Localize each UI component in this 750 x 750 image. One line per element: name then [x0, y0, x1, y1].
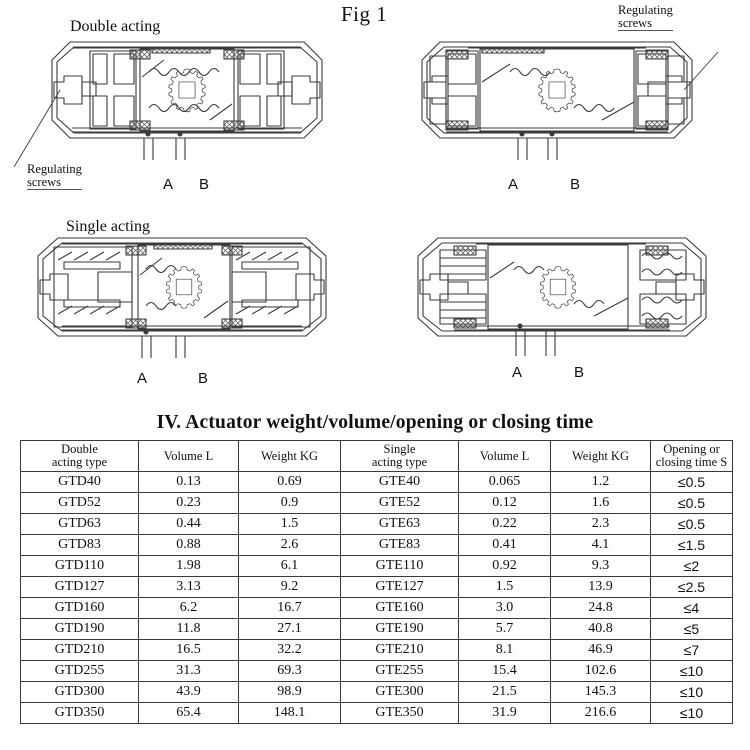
annotation-right-line1: Regulating: [618, 3, 673, 17]
header-volume-l-single: [459, 441, 551, 472]
cell-opening-closing-time: ≤0.5: [651, 514, 733, 535]
cell-volume-l-double: 1.98: [139, 556, 239, 577]
header-opening-closing-time-line1: Opening or: [663, 442, 720, 457]
cell-single-acting-type: GTE350: [341, 703, 459, 724]
cell-volume-l-double: 0.13: [139, 472, 239, 493]
cell-double-acting-type: GTD210: [21, 640, 139, 661]
cell-single-acting-type: GTE63: [341, 514, 459, 535]
cell-volume-l-double: 3.13: [139, 577, 239, 598]
table-row: [21, 598, 733, 619]
table-row: [21, 703, 733, 724]
cell-weight-kg-double: 98.9: [239, 682, 341, 703]
cell-weight-kg-single: 2.3: [551, 514, 651, 535]
cell-weight-kg-single: 102.6: [551, 661, 651, 682]
table-header-row: [21, 441, 733, 472]
port-label-a-diagram2: A: [508, 176, 519, 193]
cell-weight-kg-single: 46.9: [551, 640, 651, 661]
cell-opening-closing-time: ≤0.5: [651, 472, 733, 493]
cell-single-acting-type: GTE210: [341, 640, 459, 661]
cell-weight-kg-double: 32.2: [239, 640, 341, 661]
cell-double-acting-type: GTD52: [21, 493, 139, 514]
cell-weight-kg-double: 9.2: [239, 577, 341, 598]
cell-double-acting-type: GTD127: [21, 577, 139, 598]
cell-double-acting-type: GTD255: [21, 661, 139, 682]
header-double-acting-type: [21, 441, 139, 472]
cell-double-acting-type: GTD63: [21, 514, 139, 535]
cell-weight-kg-double: 1.5: [239, 514, 341, 535]
cell-weight-kg-single: 1.2: [551, 472, 651, 493]
header-weight-kg-single-line1: Weight KG: [572, 448, 629, 463]
cell-double-acting-type: GTD40: [21, 472, 139, 493]
diagram-label-double-acting: Double acting: [70, 18, 161, 35]
table-row: [21, 682, 733, 703]
cell-opening-closing-time: ≤5: [651, 619, 733, 640]
cell-opening-closing-time: ≤10: [651, 703, 733, 724]
cell-double-acting-type: GTD300: [21, 682, 139, 703]
cell-volume-l-single: 21.5: [459, 682, 551, 703]
table-row: [21, 556, 733, 577]
annotation-right-line2: screws: [618, 17, 673, 32]
table-row: [21, 577, 733, 598]
cell-single-acting-type: GTE190: [341, 619, 459, 640]
diagram-label-single-acting: Single acting: [66, 218, 150, 235]
header-weight-kg-double: [239, 441, 341, 472]
cell-volume-l-single: 3.0: [459, 598, 551, 619]
header-single-acting-type-line2: acting type: [371, 455, 428, 469]
cell-single-acting-type: GTE52: [341, 493, 459, 514]
cell-volume-l-single: 0.065: [459, 472, 551, 493]
cell-volume-l-double: 6.2: [139, 598, 239, 619]
cell-single-acting-type: GTE83: [341, 535, 459, 556]
cell-weight-kg-single: 1.6: [551, 493, 651, 514]
header-double-acting-type-line2: acting type: [51, 455, 108, 469]
port-label-b-diagram3: B: [198, 370, 209, 387]
cell-double-acting-type: GTD350: [21, 703, 139, 724]
table-row: [21, 493, 733, 514]
cell-weight-kg-double: 16.7: [239, 598, 341, 619]
cell-opening-closing-time: ≤10: [651, 682, 733, 703]
port-label-b-diagram4: B: [574, 364, 585, 381]
table-row: [21, 472, 733, 493]
header-opening-closing-time-line2: closing time S: [655, 455, 728, 469]
cell-volume-l-single: 0.22: [459, 514, 551, 535]
table-row: [21, 535, 733, 556]
figure-title: Fig 1: [341, 2, 388, 26]
cell-weight-kg-double: 0.69: [239, 472, 341, 493]
cell-single-acting-type: GTE255: [341, 661, 459, 682]
table-row: [21, 661, 733, 682]
cell-single-acting-type: GTE160: [341, 598, 459, 619]
spec-table-wrapper: [20, 440, 732, 724]
actuator-spec-table: [20, 440, 733, 724]
cell-weight-kg-double: 6.1: [239, 556, 341, 577]
cell-weight-kg-single: 216.6: [551, 703, 651, 724]
port-label-a-diagram4: A: [512, 364, 523, 381]
header-weight-kg-double-line1: Weight KG: [261, 448, 318, 463]
port-label-a-diagram1: A: [163, 176, 174, 193]
cell-volume-l-double: 0.88: [139, 535, 239, 556]
cell-volume-l-single: 15.4: [459, 661, 551, 682]
cell-opening-closing-time: ≤4: [651, 598, 733, 619]
cell-opening-closing-time: ≤0.5: [651, 493, 733, 514]
cell-double-acting-type: GTD110: [21, 556, 139, 577]
cell-volume-l-single: 31.9: [459, 703, 551, 724]
cell-volume-l-single: 8.1: [459, 640, 551, 661]
cell-opening-closing-time: ≤7: [651, 640, 733, 661]
cell-weight-kg-double: 148.1: [239, 703, 341, 724]
cell-weight-kg-double: 27.1: [239, 619, 341, 640]
cell-volume-l-single: 0.41: [459, 535, 551, 556]
cell-weight-kg-single: 40.8: [551, 619, 651, 640]
cell-volume-l-double: 43.9: [139, 682, 239, 703]
table-head: [21, 441, 733, 472]
cell-opening-closing-time: ≤2: [651, 556, 733, 577]
header-double-acting-type-line1: Double: [61, 442, 98, 457]
cell-volume-l-double: 65.4: [139, 703, 239, 724]
cell-weight-kg-single: 24.8: [551, 598, 651, 619]
annotation-regulating-screws-right: [618, 4, 673, 31]
cell-volume-l-single: 0.92: [459, 556, 551, 577]
port-label-b-diagram2: B: [570, 176, 581, 193]
cell-weight-kg-double: 69.3: [239, 661, 341, 682]
cell-single-acting-type: GTE110: [341, 556, 459, 577]
header-volume-l-double: [139, 441, 239, 472]
cell-weight-kg-single: 145.3: [551, 682, 651, 703]
port-label-a-diagram3: A: [137, 370, 148, 387]
header-single-acting-type-line1: Single: [383, 442, 416, 457]
cell-single-acting-type: GTE40: [341, 472, 459, 493]
cell-opening-closing-time: ≤2.5: [651, 577, 733, 598]
cell-opening-closing-time: ≤10: [651, 661, 733, 682]
table-body: [21, 472, 733, 724]
port-label-b-diagram1: B: [199, 176, 210, 193]
cell-volume-l-double: 11.8: [139, 619, 239, 640]
annotation-regulating-screws-left: [27, 163, 82, 190]
table-row: [21, 514, 733, 535]
cell-weight-kg-single: 9.3: [551, 556, 651, 577]
header-volume-l-single-line1: Volume L: [479, 448, 530, 463]
cell-weight-kg-single: 13.9: [551, 577, 651, 598]
cell-opening-closing-time: ≤1.5: [651, 535, 733, 556]
cell-double-acting-type: GTD160: [21, 598, 139, 619]
table-row: [21, 619, 733, 640]
cell-volume-l-single: 1.5: [459, 577, 551, 598]
cell-double-acting-type: GTD83: [21, 535, 139, 556]
table-row: [21, 640, 733, 661]
cell-volume-l-double: 16.5: [139, 640, 239, 661]
cell-single-acting-type: GTE300: [341, 682, 459, 703]
header-volume-l-double-line1: Volume L: [163, 448, 214, 463]
header-single-acting-type: [341, 441, 459, 472]
cell-double-acting-type: GTD190: [21, 619, 139, 640]
cell-weight-kg-double: 2.6: [239, 535, 341, 556]
cell-volume-l-double: 0.23: [139, 493, 239, 514]
cell-volume-l-single: 5.7: [459, 619, 551, 640]
cell-single-acting-type: GTE127: [341, 577, 459, 598]
header-weight-kg-single: [551, 441, 651, 472]
annotation-left-line2: screws: [27, 176, 82, 191]
annotation-left-line1: Regulating: [27, 162, 82, 176]
section-heading: IV. Actuator weight/volume/opening or closing time: [156, 412, 594, 433]
header-opening-closing-time: [651, 441, 733, 472]
cell-volume-l-double: 0.44: [139, 514, 239, 535]
cell-volume-l-double: 31.3: [139, 661, 239, 682]
cell-weight-kg-double: 0.9: [239, 493, 341, 514]
cell-volume-l-single: 0.12: [459, 493, 551, 514]
cell-weight-kg-single: 4.1: [551, 535, 651, 556]
